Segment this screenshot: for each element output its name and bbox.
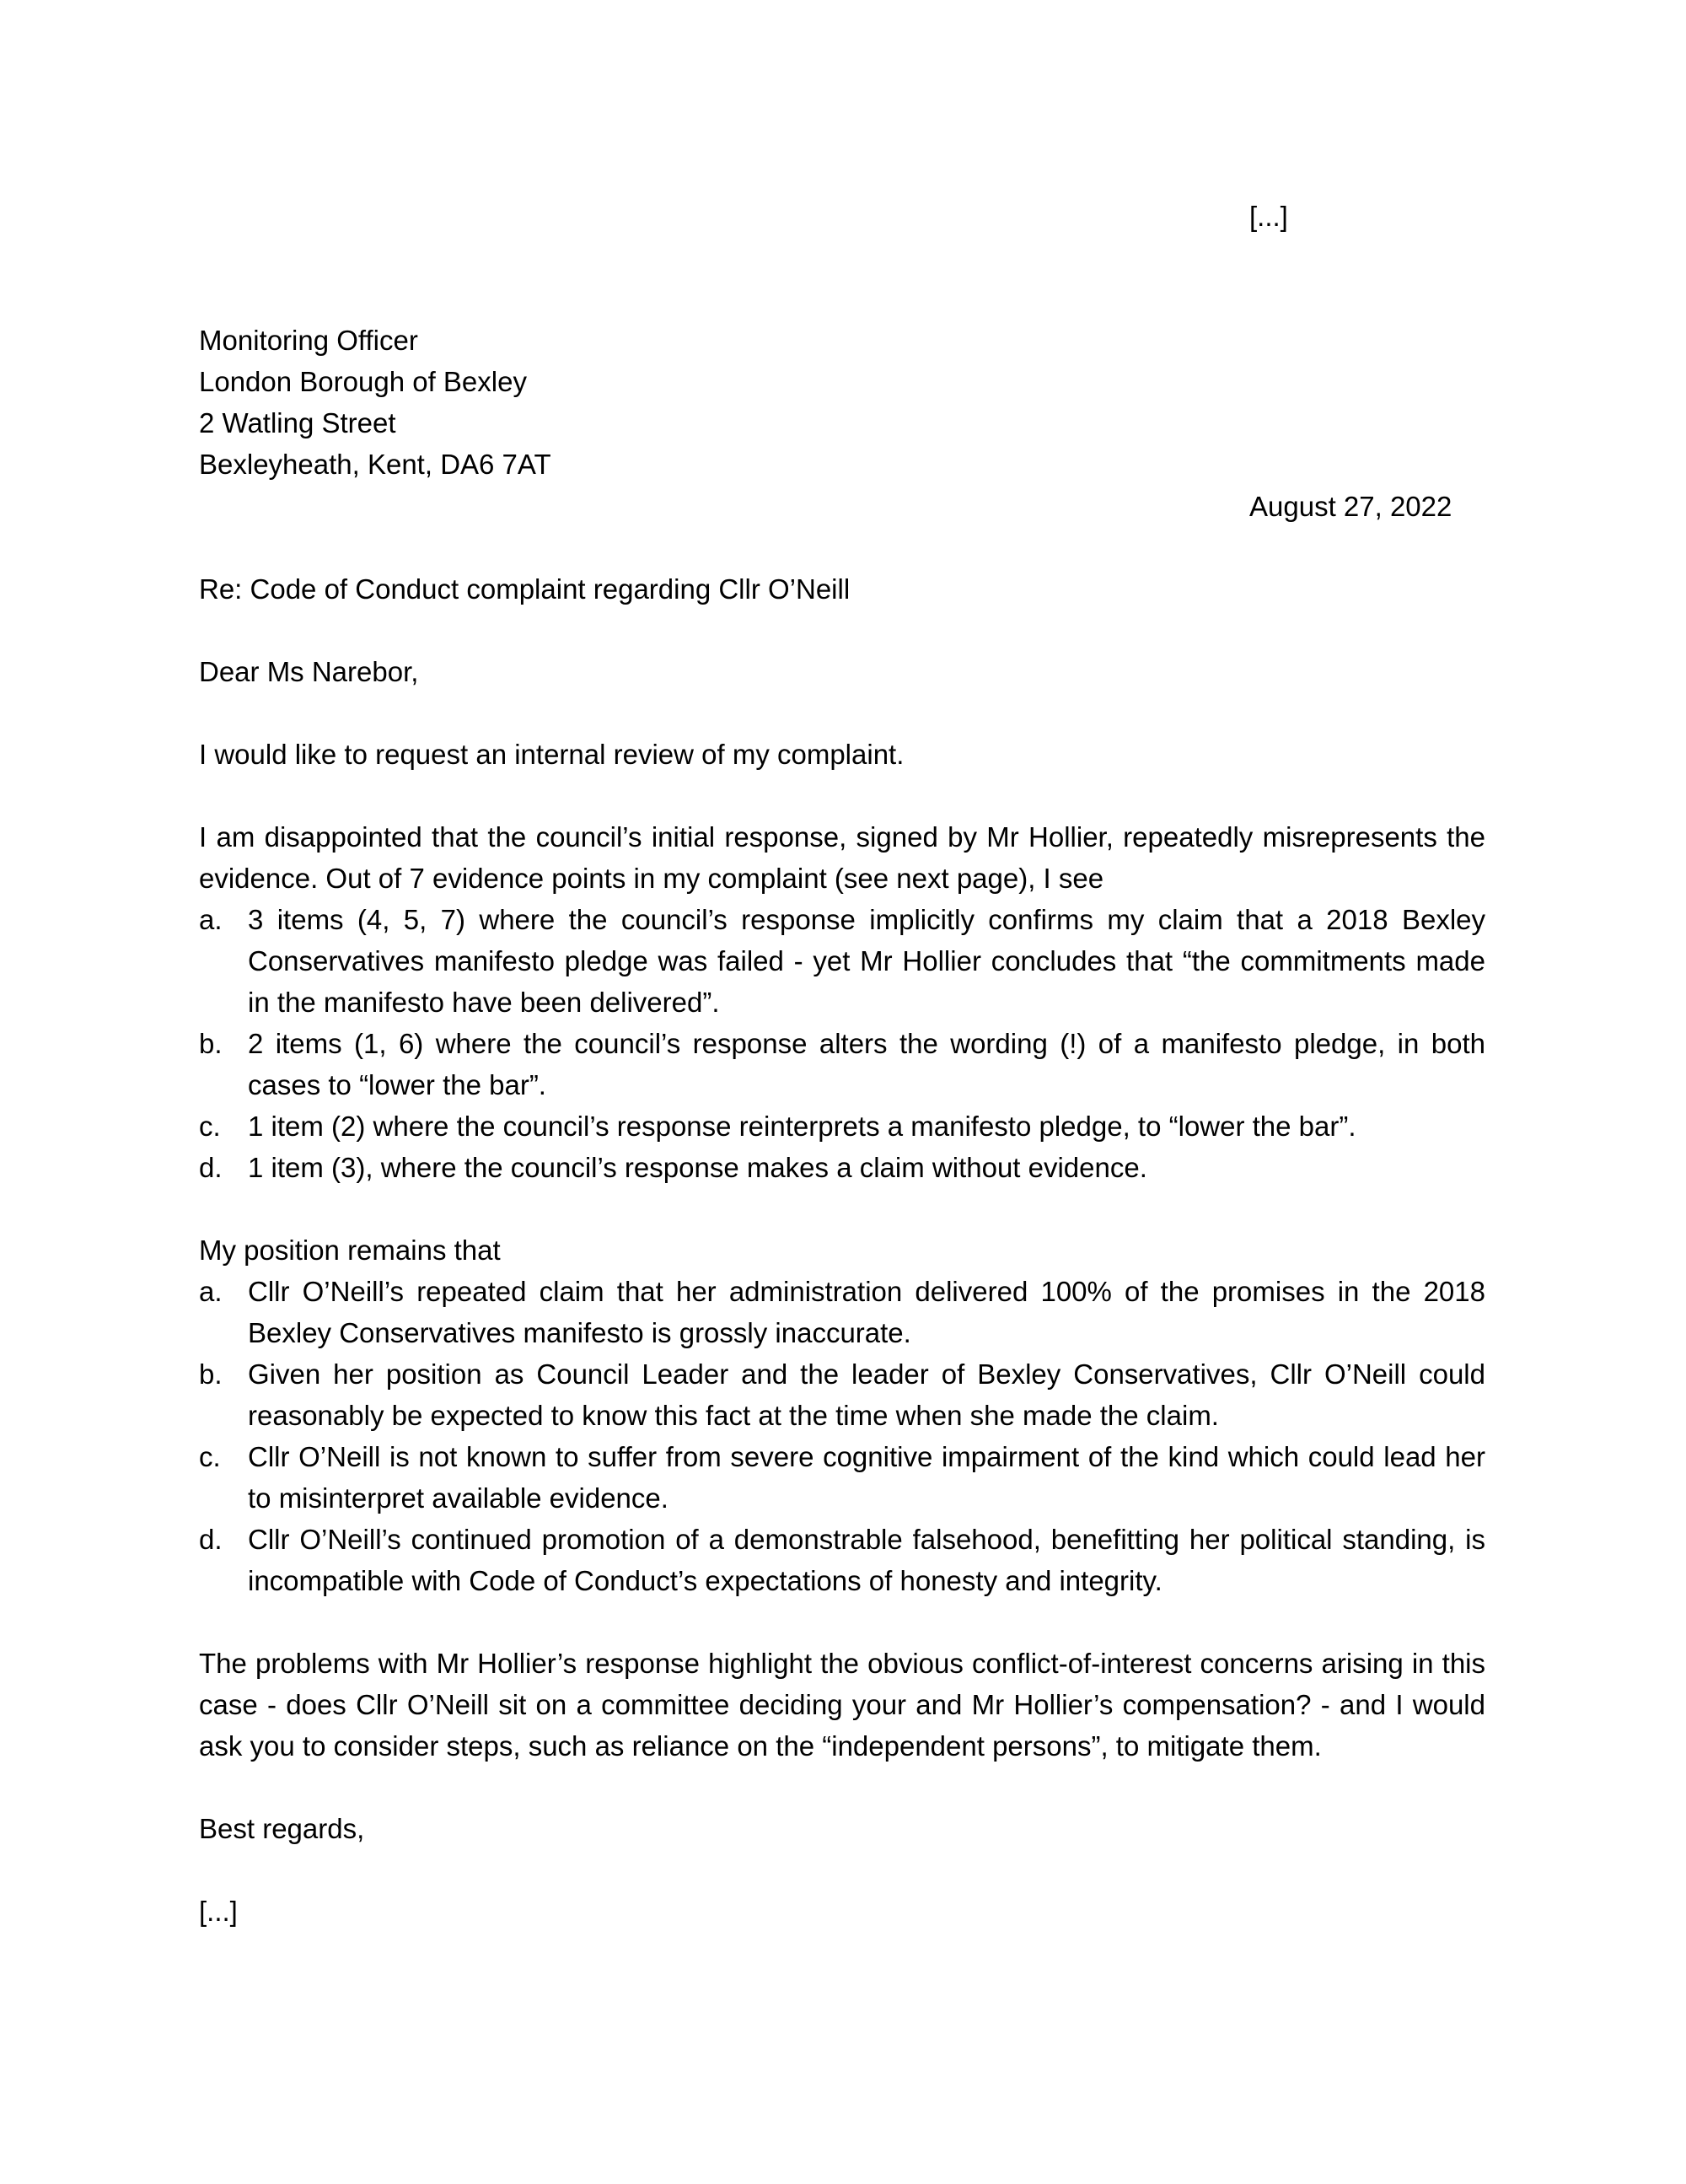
list-item [199,1519,1485,1601]
list-marker: c. [199,1441,221,1472]
paragraph-review-request: I would like to request an internal review of my complaint. [199,739,905,770]
list-marker: b. [199,1358,223,1390]
list-marker: a. [199,904,223,935]
list-item [199,1023,1485,1105]
paragraph-position: My position remains that [199,1235,501,1266]
list-marker: b. [199,1028,223,1059]
evidence-list [199,899,1485,1188]
list-marker: c. [199,1111,221,1142]
salutation: Dear Ms Narebor, [199,656,419,687]
list-item-text: Cllr O’Neill’s repeated claim that her administration delivered 100% of the promises in the 2018 Bexley Conservatives manifesto is grossly inaccurate. [248,1276,1485,1348]
list-item [199,1271,1485,1353]
recipient-line-1: Monitoring Officer [199,325,418,356]
recipient-address [199,320,551,485]
sender-address-redacted: [...] [1249,201,1288,232]
closing: Best regards, [199,1813,365,1844]
paragraph-disappointment: I am disappointed that the council’s initial response, signed by Mr Hollier, repeatedly misrepresents the evidence. Out of 7 evidence points in my complaint (see next page), I see [199,821,1485,894]
list-item-text: 1 item (2) where the council’s response reinterprets a manifesto pledge, to “lower the bar”. [248,1111,1356,1142]
signature-redacted: [...] [199,1896,238,1927]
position-list [199,1271,1485,1601]
list-item [199,1353,1485,1436]
list-marker: a. [199,1276,223,1307]
list-item [199,899,1485,1023]
list-item-text: Given her position as Council Leader and the leader of Bexley Conservatives, Cllr O’Neill could reasonably be expected to know this fact at the time when she made the claim. [248,1358,1485,1431]
list-item-text: 3 items (4, 5, 7) where the council’s response implicitly confirms my claim that a 2018 Bexley Conservatives manifesto pledge was failed - yet Mr Hollier concludes that “the commitments made in the manifesto have been delivered”. [248,904,1485,1018]
list-item [199,1436,1485,1519]
list-item-text: 1 item (3), where the council’s response makes a claim without evidence. [248,1152,1147,1183]
recipient-line-4: Bexleyheath, Kent, DA6 7AT [199,449,551,480]
recipient-line-2: London Borough of Bexley [199,366,527,397]
subject-line: Re: Code of Conduct complaint regarding Cllr O’Neill [199,573,851,605]
list-marker: d. [199,1152,223,1183]
letter-date: August 27, 2022 [1249,491,1452,522]
list-item [199,1105,1485,1147]
list-item-text: 2 items (1, 6) where the council’s response alters the wording (!) of a manifesto pledge, in both cases to “lower the bar”. [248,1028,1485,1100]
recipient-line-3: 2 Watling Street [199,407,396,438]
list-item-text: Cllr O’Neill is not known to suffer from severe cognitive impairment of the kind which could lead her to misinterpret available evidence. [248,1441,1485,1514]
list-item-text: Cllr O’Neill’s continued promotion of a demonstrable falsehood, benefitting her political standing, is incompatible with Code of Conduct’s expectations of honesty and integrity. [248,1524,1485,1596]
list-marker: d. [199,1524,223,1555]
list-item [199,1147,1485,1188]
letter-body [199,568,1485,1973]
paragraph-conflict-of-interest: The problems with Mr Hollier’s response highlight the obvious conflict-of-interest concerns arising in this case - does Cllr O’Neill sit on a committee deciding your and Mr Hollier’s compensation? - and I would ask you to consider steps, such as reliance on the “independent persons”, to mitigate them. [199,1648,1485,1762]
